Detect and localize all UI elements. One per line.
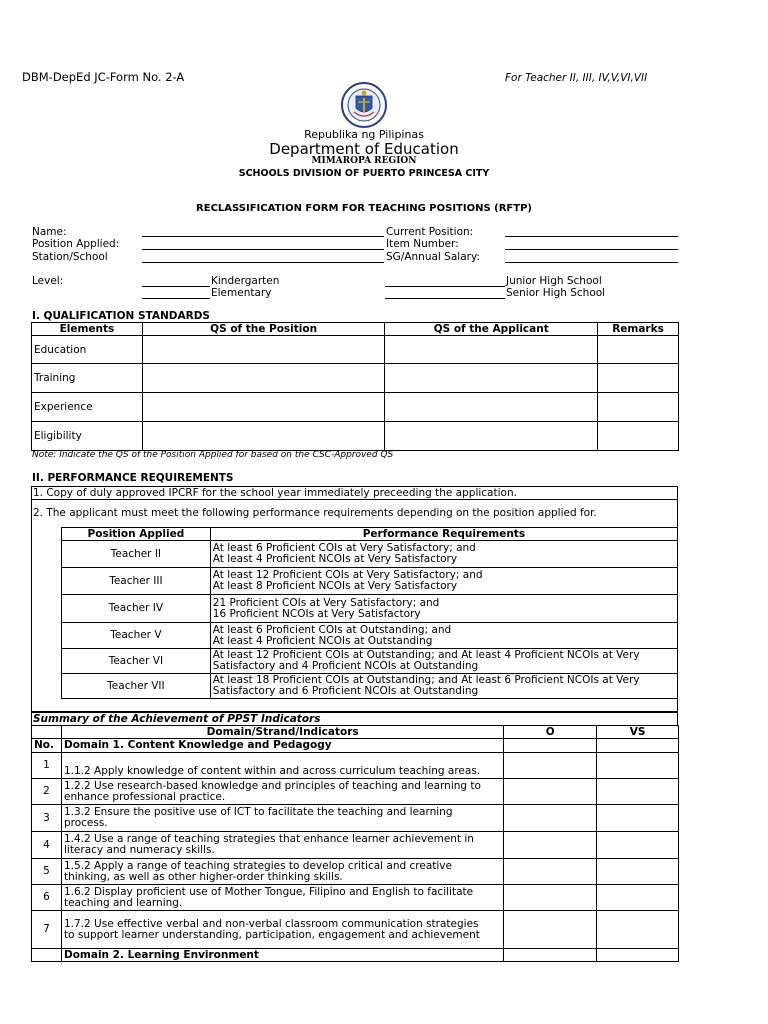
indicator-number: 2 (32, 779, 62, 805)
division-label: SCHOOLS DIVISION OF PUERTO PRINCESA CITY (238, 168, 490, 179)
indicator-cell (61, 779, 503, 805)
requirement-cell (210, 674, 677, 699)
o-cell[interactable] (504, 911, 597, 949)
sg-salary-label: SG/Annual Salary: (386, 251, 480, 263)
item-number-label: Item Number: (386, 238, 459, 250)
indicator-number: 6 (32, 885, 62, 911)
table-row (32, 911, 679, 949)
table-row (32, 753, 679, 779)
indicator-number: 4 (32, 832, 62, 859)
qualification-section-title: I. QUALIFICATION STANDARDS (32, 310, 210, 322)
table-row (62, 674, 678, 699)
current-position-label: Current Position: (386, 226, 474, 238)
domain-1-heading: Domain 1. Content Knowledge and Pedagogy (61, 739, 503, 753)
region-label: MIMAROPA REGION (311, 156, 417, 166)
name-field[interactable] (142, 236, 384, 237)
vs-cell[interactable] (597, 859, 679, 885)
vs-cell[interactable] (597, 885, 679, 911)
qs-applicant-cell[interactable] (385, 393, 598, 422)
requirement-line: Satisfactory and 4 Proficient NCOIs at Outstanding (212, 660, 479, 672)
requirement-line: 16 Proficient NCOIs at Very Satisfactory (212, 607, 421, 620)
indicator-line: 1.2.2 Use research-based knowledge and principles of teaching and learning to (63, 779, 481, 792)
vs-cell[interactable] (597, 753, 679, 779)
row-label: Training (32, 364, 143, 393)
o-cell[interactable] (504, 949, 597, 962)
o-cell[interactable] (504, 885, 597, 911)
position-cell: Teacher V (62, 623, 211, 649)
vs-cell[interactable] (597, 911, 679, 949)
position-applied-label: Position Applied: (32, 238, 120, 250)
level-label: Level: (32, 275, 64, 287)
performance-item-1: 1. Copy of duly approved IPCRF for the school year immediately preceeding the application. (33, 487, 517, 499)
indicator-line: 1.3.2 Ensure the positive use of ICT to facilitate the teaching and learning (63, 806, 453, 818)
table-row (32, 805, 679, 832)
kindergarten-label: Kindergarten (211, 275, 280, 287)
col-domain-strand-indicators: Domain/Strand/Indicators (61, 726, 503, 739)
col-remarks: Remarks (598, 323, 679, 336)
remarks-cell[interactable] (598, 336, 679, 364)
row-label: Education (32, 336, 143, 364)
position-cell: Teacher VII (62, 674, 211, 699)
table-row (32, 859, 679, 885)
qs-position-cell[interactable] (142, 336, 385, 364)
table-row (32, 336, 679, 364)
indicator-number: 1 (32, 753, 62, 779)
requirement-line: At least 8 Proficient NCOIs at Very Satisfactory (212, 580, 458, 592)
indicator-line: literacy and numeracy skills. (63, 844, 215, 856)
o-cell[interactable] (504, 739, 597, 753)
indicator-number: 7 (32, 911, 62, 949)
requirement-cell (210, 541, 677, 568)
indicator-cell (61, 911, 503, 949)
position-cell: Teacher IV (62, 595, 211, 623)
indicator-cell (61, 832, 503, 859)
indicator-number: 3 (32, 805, 62, 832)
o-cell[interactable] (504, 832, 597, 859)
position-applied-field[interactable] (142, 249, 384, 250)
qs-position-cell[interactable] (142, 364, 385, 393)
remarks-cell[interactable] (598, 422, 679, 451)
row-label: Experience (32, 393, 143, 422)
col-position-applied: Position Applied (62, 528, 211, 541)
indicator-cell (61, 859, 503, 885)
vs-cell[interactable] (597, 949, 679, 962)
indicator-line: teaching and learning. (63, 896, 183, 909)
table-row (62, 541, 678, 568)
indicator-line: 1.1.2 Apply knowledge of content within and across curriculum teaching areas. (63, 764, 481, 777)
position-cell: Teacher III (62, 568, 211, 595)
indicator-line: 1.7.2 Use effective verbal and non-verbal classroom communication strategies (63, 917, 479, 930)
qs-applicant-cell[interactable] (385, 364, 598, 393)
ppst-summary-table (31, 725, 679, 962)
station-school-label: Station/School (32, 251, 108, 263)
position-cell: Teacher VI (62, 649, 211, 674)
qs-applicant-cell[interactable] (385, 336, 598, 364)
indicator-line: 1.4.2 Use a range of teaching strategies that enhance learner achievement in (63, 833, 474, 845)
teacher-levels: For Teacher II, III, IV,V,VI,VII (505, 72, 648, 84)
o-cell[interactable] (504, 859, 597, 885)
item-number-field[interactable] (505, 249, 678, 250)
vs-cell[interactable] (597, 805, 679, 832)
indicator-line: 1.5.2 Apply a range of teaching strategies to develop critical and creative (63, 859, 452, 872)
vs-cell[interactable] (597, 779, 679, 805)
name-label: Name: (32, 226, 67, 238)
qualification-note: Note: Indicate the QS of the Position Applied for based on the CSC-Approved QS (32, 450, 394, 460)
form-number: DBM-DepEd JC-Form No. 2-A (22, 70, 185, 84)
requirement-line: At least 18 Proficient COIs at Outstanding; and At least 6 Proficient NCOIs at Very (212, 674, 640, 686)
vs-cell[interactable] (597, 739, 679, 753)
kindergarten-checkline[interactable] (142, 286, 210, 287)
republika-label: Republika ng Pilipinas (304, 128, 424, 141)
indicator-line (64, 755, 501, 766)
domain-2-no-cell (32, 949, 62, 962)
sg-salary-field[interactable] (505, 262, 678, 263)
position-cell: Teacher II (62, 541, 211, 568)
deped-seal-logo (336, 82, 392, 128)
table-row (62, 623, 678, 649)
department-title: Department of Education (269, 140, 459, 158)
qs-position-cell[interactable] (142, 393, 385, 422)
row-label: Eligibility (32, 422, 143, 451)
col-outstanding: O (504, 726, 597, 739)
table-row (32, 364, 679, 393)
senior-high-checkline[interactable] (385, 298, 505, 299)
table-row (32, 393, 679, 422)
indicator-line: enhance professional practice. (63, 790, 226, 803)
summary-no-spacer (32, 726, 62, 739)
table-row (62, 595, 678, 623)
indicator-number: 5 (32, 859, 62, 885)
o-cell[interactable] (504, 805, 597, 832)
indicator-line: 1.6.2 Display proficient use of Mother Tongue, Filipino and English to facilitate (63, 885, 474, 898)
table-row (32, 779, 679, 805)
requirement-line: At least 12 Proficient COIs at Very Satisfactory; and (212, 569, 483, 581)
senior-high-label: Senior High School (506, 287, 606, 299)
indicator-cell (61, 805, 503, 832)
indicator-line: to support learner understanding, participation, engagement and achievement (63, 928, 480, 941)
performance-section-title: II. PERFORMANCE REQUIREMENTS (32, 472, 234, 484)
table-row (32, 885, 679, 911)
performance-requirements-table (61, 527, 678, 699)
requirement-cell (210, 649, 677, 674)
table-row (32, 422, 679, 451)
table-row (62, 649, 678, 674)
requirement-cell (210, 623, 677, 649)
current-position-field[interactable] (505, 236, 678, 237)
col-qs-position: QS of the Position (142, 323, 385, 336)
qs-applicant-cell[interactable] (385, 422, 598, 451)
indicator-cell (61, 753, 503, 779)
requirement-line: Satisfactory and 6 Proficient NCOIs at Outstanding (212, 685, 479, 697)
col-qs-applicant: QS of the Applicant (385, 323, 598, 336)
indicator-line: thinking, as well as other higher-order thinking skills. (63, 870, 343, 883)
elementary-label: Elementary (211, 287, 272, 299)
col-performance-requirements: Performance Requirements (210, 528, 677, 541)
qs-position-cell[interactable] (142, 422, 385, 451)
junior-high-checkline[interactable] (385, 286, 505, 287)
indicator-cell (61, 885, 503, 911)
performance-item-2: 2. The applicant must meet the following performance requirements depending on the position applied for. (33, 507, 597, 519)
indicator-line: process. (63, 817, 108, 829)
remarks-cell[interactable] (598, 393, 679, 422)
col-very-satisfactory: VS (597, 726, 679, 739)
domain-2-heading: Domain 2. Learning Environment (61, 949, 503, 962)
summary-title: Summary of the Achievement of PPST Indicators (31, 712, 678, 725)
station-school-field[interactable] (142, 262, 384, 263)
requirement-cell (210, 595, 677, 623)
col-no: No. (32, 739, 62, 753)
junior-high-label: Junior High School (506, 275, 602, 287)
o-cell[interactable] (504, 779, 597, 805)
remarks-cell[interactable] (598, 364, 679, 393)
requirement-line: At least 12 Proficient COIs at Outstanding; and At least 4 Proficient NCOIs at Very (212, 649, 640, 661)
table-row (32, 832, 679, 859)
col-elements: Elements (32, 323, 143, 336)
qualification-table (31, 322, 679, 451)
requirement-line: At least 4 Proficient NCOIs at Very Satisfactory (212, 553, 458, 565)
requirement-line: 21 Proficient COIs at Very Satisfactory; and (212, 596, 440, 609)
vs-cell[interactable] (597, 832, 679, 859)
form-title: RECLASSIFICATION FORM FOR TEACHING POSITIONS (RFTP) (196, 203, 532, 214)
table-row (62, 568, 678, 595)
o-cell[interactable] (504, 753, 597, 779)
requirement-line: At least 4 Proficient NCOIs at Outstanding (212, 634, 433, 647)
requirement-cell (210, 568, 677, 595)
requirement-line: At least 6 Proficient COIs at Very Satisfactory; and (212, 542, 476, 554)
requirement-line: At least 6 Proficient COIs at Outstanding; and (212, 623, 452, 636)
elementary-checkline[interactable] (142, 298, 210, 299)
